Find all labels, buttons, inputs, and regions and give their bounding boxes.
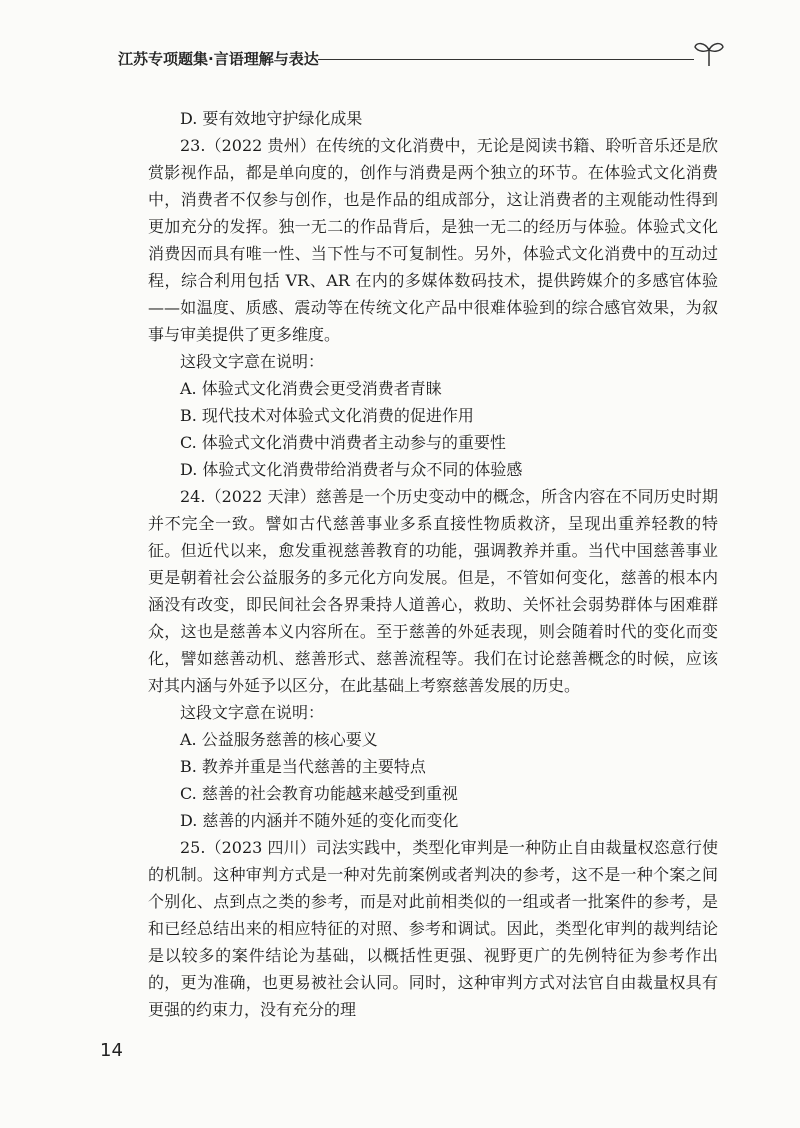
question-24-option-a: A. 公益服务慈善的核心要义 [180,730,378,749]
running-header [118,40,728,80]
question-24-option-b: B. 教养并重是当代慈善的主要特点 [180,757,426,776]
question-24-option-d: D. 慈善的内涵并不随外延的变化而变化 [180,811,459,830]
sprout-icon [692,38,726,68]
question-25-stem: 25.（2023 四川）司法实践中，类型化审判是一种防止自由裁量权恣意行使的机制。这种审判方式是一种对先前案例或者判决的参考，这不是一种个案之间个别化、点到点之类的参考，而是对此前相类似的一组或者一批案件的参考，是和已经总结出来的相应特征的对照、参考和调试。因此，类型化审判的裁判结论是以较多的案件结论为基础，以概括性更强、视野更广的先例特征为参考作出的，更为准确，也更易被社会认同。同时，这种审判方式对法官自由裁量权具有更强的约束力，没有充分的理 [148,838,718,1019]
page-number: 14 [100,1040,123,1061]
question-23-prompt: 这段文字意在说明： [180,352,325,371]
previous-question-option-d: D. 要有效地守护绿化成果 [180,109,363,128]
question-23-option-d: D. 体验式文化消费带给消费者与众不同的体验感 [180,460,523,479]
question-23-option-c: C. 体验式文化消费中消费者主动参与的重要性 [180,433,506,452]
question-24-option-c: C. 慈善的社会教育功能越来越受到重视 [180,784,458,803]
page-body [148,105,718,1023]
question-23-stem: 23.（2022 贵州）在传统的文化消费中，无论是阅读书籍、聆听音乐还是欣赏影视作品，都是单向度的，创作与消费是两个独立的环节。在体验式文化消费中，消费者不仅参与创作，也是作品的组成部分，这让消费者的主观能动性得到更加充分的发挥。独一无二的作品背后，是独一无二的经历与体验。体验式文化消费因而具有唯一性、当下性与不可复制性。另外，体验式文化消费中的互动过程，综合利用包括 VR、AR 在内的多媒体数码技术，提供跨媒介的多感官体验——如温度、质感、震动等在传统文化产品中很难体验到的综合感官效果，为叙事与审美提供了更多维度。 [148,136,718,344]
question-23-option-a: A. 体验式文化消费会更受消费者青睐 [180,379,442,398]
question-24-prompt: 这段文字意在说明： [180,703,325,722]
header-rule [318,59,694,60]
question-23-option-b: B. 现代技术对体验式文化消费的促进作用 [180,406,474,425]
question-24-stem: 24.（2022 天津）慈善是一个历史变动中的概念，所含内容在不同历史时期并不完全一致。譬如古代慈善事业多系直接性物质救济，呈现出重养轻教的特征。但近代以来，愈发重视慈善教育的功能，强调教养并重。当代中国慈善事业更是朝着社会公益服务的多元化方向发展。但是，不管如何变化，慈善的根本内涵没有改变，即民间社会各界秉持人道善心，救助、关怀社会弱势群体与困难群众，这也是慈善本义内容所在。至于慈善的外延表现，则会随着时代的变化而变化，譬如慈善动机、慈善形式、慈善流程等。我们在讨论慈善概念的时候，应该对其内涵与外延予以区分，在此基础上考察慈善发展的历史。 [148,487,718,695]
header-title: 江苏专项题集·言语理解与表达 [118,50,319,68]
